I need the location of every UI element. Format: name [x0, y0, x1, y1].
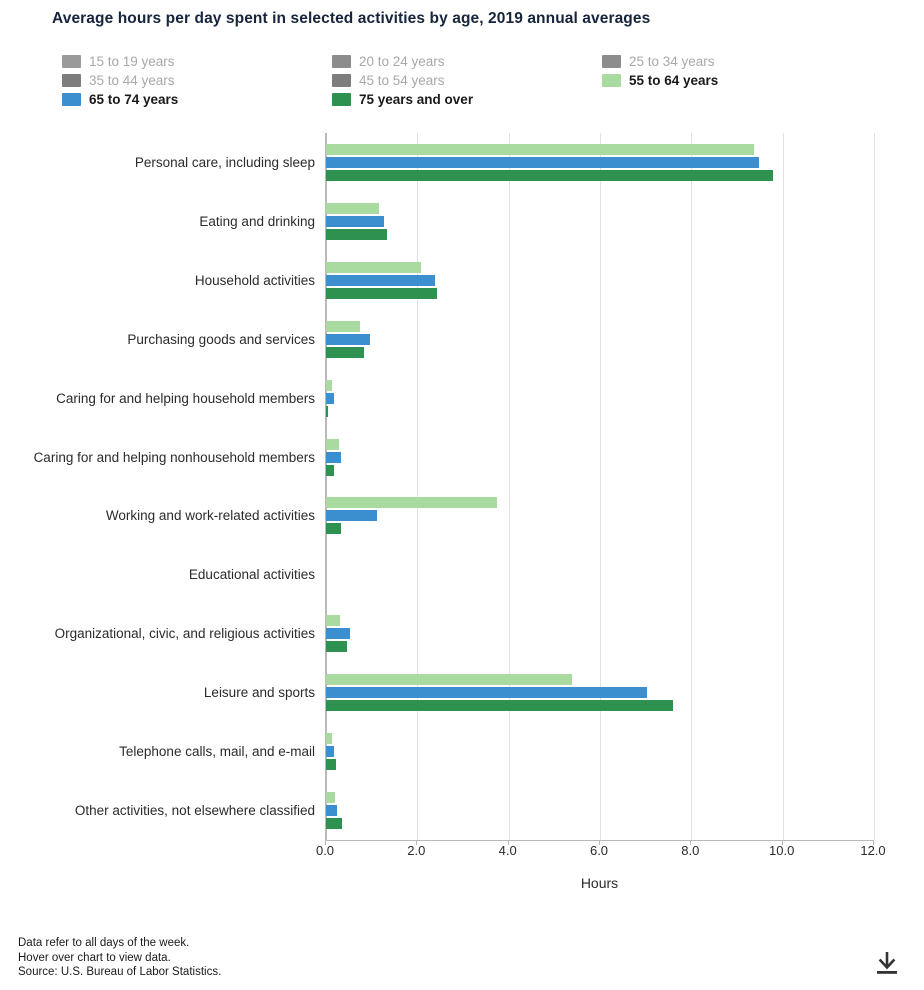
bar-group[interactable] [326, 262, 873, 299]
bar-group[interactable] [326, 380, 873, 417]
legend-item[interactable] [62, 92, 332, 107]
bar[interactable] [326, 203, 379, 214]
bar[interactable] [326, 628, 350, 639]
legend-item[interactable] [602, 73, 762, 88]
category-label: Purchasing goods and services [127, 331, 315, 347]
category-label: Working and work-related activities [105, 508, 315, 524]
bar[interactable] [326, 275, 435, 286]
plot-area[interactable] [325, 133, 873, 840]
footnote-line: Hover over chart to view data. [18, 951, 171, 964]
bar-group[interactable] [326, 792, 873, 829]
category-label: Caring for and helping household members [56, 390, 315, 406]
legend-item[interactable] [332, 54, 602, 69]
gridline [874, 133, 875, 840]
legend-swatch-icon [332, 55, 351, 68]
category-label: Other activities, not elsewhere classified [74, 803, 315, 819]
x-tick-label: 0.0 [315, 843, 335, 858]
legend-swatch-icon [332, 74, 351, 87]
legend-item[interactable] [602, 54, 762, 69]
legend-swatch-icon [332, 93, 351, 106]
legend-label: 75 years and over [359, 92, 474, 107]
x-tick-label: 12.0 [860, 843, 886, 858]
footnote-line: Data refer to all days of the week. [18, 937, 190, 949]
x-tick-label: 4.0 [498, 843, 517, 858]
bar[interactable] [326, 615, 340, 626]
x-tick-label: 2.0 [407, 843, 426, 858]
legend-label: 25 to 34 years [629, 54, 715, 69]
category-label: Caring for and helping nonhousehold members [33, 449, 315, 465]
category-label: Eating and drinking [199, 213, 315, 229]
bar[interactable] [326, 792, 335, 803]
bar[interactable] [326, 700, 673, 711]
category-label: Organizational, civic, and religious activities [54, 626, 315, 642]
bar[interactable] [326, 334, 370, 345]
bar[interactable] [326, 674, 572, 685]
legend-label: 20 to 24 years [359, 54, 445, 69]
bar-group[interactable] [326, 321, 873, 358]
footnote-line: Source: U.S. Bureau of Labor Statistics. [18, 966, 222, 978]
bar-group[interactable] [326, 144, 873, 181]
bar-group[interactable] [326, 733, 873, 770]
chart-title: Average hours per day spent in selected activities by age, 2019 annual averages [52, 10, 651, 27]
bar[interactable] [326, 805, 337, 816]
bar-group[interactable] [326, 556, 873, 593]
bar[interactable] [326, 157, 759, 168]
legend-label: 55 to 64 years [629, 73, 719, 88]
bar[interactable] [326, 216, 384, 227]
x-tick-label: 10.0 [769, 843, 795, 858]
bar-group[interactable] [326, 439, 873, 476]
bar[interactable] [326, 733, 332, 744]
bar[interactable] [326, 497, 497, 508]
legend-label: 35 to 44 years [89, 73, 175, 88]
x-axis-title: Hours [580, 875, 619, 891]
bar[interactable] [326, 818, 342, 829]
bar-group[interactable] [326, 497, 873, 534]
bar[interactable] [326, 746, 334, 757]
bar[interactable] [326, 523, 341, 534]
legend-swatch-icon [62, 93, 81, 106]
legend-swatch-icon [62, 74, 81, 87]
category-label: Educational activities [188, 567, 315, 583]
bar[interactable] [326, 465, 334, 476]
legend-swatch-icon [62, 55, 81, 68]
category-label: Telephone calls, mail, and e-mail [119, 744, 315, 760]
bar[interactable] [326, 687, 647, 698]
bar[interactable] [326, 144, 754, 155]
category-axis-labels [10, 133, 315, 840]
legend-label: 45 to 54 years [359, 73, 445, 88]
bar[interactable] [326, 510, 377, 521]
bar-group[interactable] [326, 203, 873, 240]
bar[interactable] [326, 380, 332, 391]
footnotes [18, 936, 221, 980]
bar[interactable] [326, 170, 773, 181]
legend-swatch-icon [602, 55, 621, 68]
bar[interactable] [326, 393, 334, 404]
legend-item[interactable] [332, 73, 602, 88]
x-tick-label: 6.0 [589, 843, 609, 858]
category-label: Leisure and sports [203, 685, 315, 701]
legend-label: 65 to 74 years [89, 92, 179, 107]
bar[interactable] [326, 759, 336, 770]
bar[interactable] [326, 641, 347, 652]
x-tick-label: 8.0 [681, 843, 700, 858]
bar[interactable] [326, 406, 328, 417]
bar[interactable] [326, 288, 437, 299]
bar[interactable] [326, 321, 360, 332]
legend-swatch-icon [602, 74, 621, 87]
bar-group[interactable] [326, 615, 873, 652]
legend-item[interactable] [62, 54, 332, 69]
download-icon[interactable] [872, 948, 902, 978]
chart-legend[interactable] [62, 52, 762, 109]
bar[interactable] [326, 262, 421, 273]
bar[interactable] [326, 452, 341, 463]
bar-group[interactable] [326, 674, 873, 711]
category-label: Household activities [194, 272, 315, 288]
bar[interactable] [326, 229, 387, 240]
legend-label: 15 to 19 years [89, 54, 175, 69]
bar[interactable] [326, 439, 339, 450]
legend-item[interactable] [332, 92, 602, 107]
legend-item[interactable] [62, 73, 332, 88]
category-label: Personal care, including sleep [134, 154, 315, 170]
bar[interactable] [326, 347, 364, 358]
